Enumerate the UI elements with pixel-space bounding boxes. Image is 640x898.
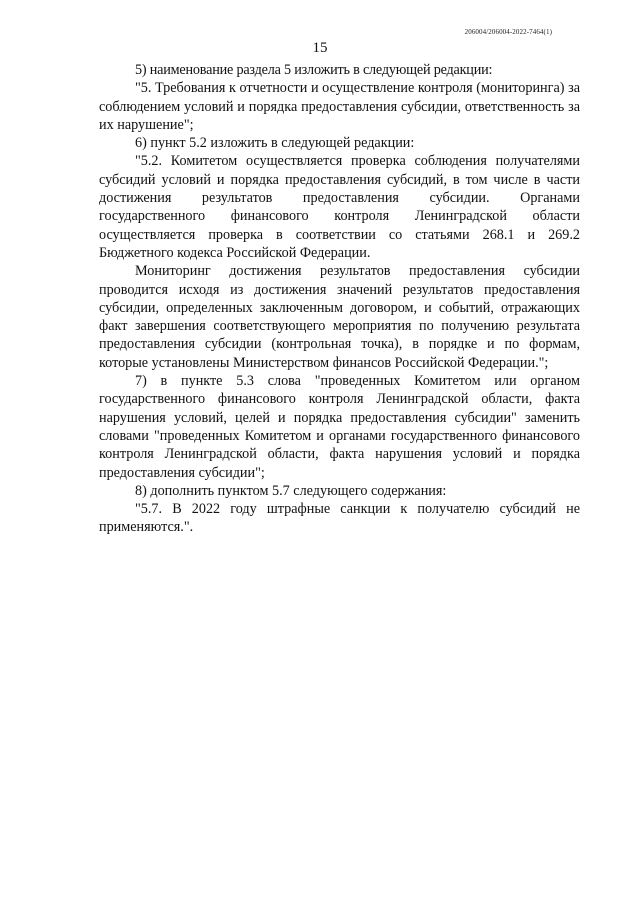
page-number: 15 — [312, 40, 328, 56]
paragraph-item-5-7: "5.7. В 2022 году штрафные санкции к получателю субсидий не применяются.". — [99, 501, 580, 536]
paragraph-monitoring: Мониторинг достижения результатов предоставления субсидии проводится исходя из достижения значений результатов предоставления субсидии, определенных заключенным договором, и событий, отражающих факт завершения соответствующего мероприятия по получению результата предоставления субсидии (контрольная точка), в порядке и по формам, которые установлены Министерством финансов Российской Федерации."; — [99, 263, 580, 371]
paragraph-item-8-instruction: 8) дополнить пунктом 5.7 следующего содержания: — [135, 482, 447, 499]
document-id: 206004/206004-2022-7464(1) — [464, 28, 552, 36]
paragraph-item-6-instruction: 6) пункт 5.2 изложить в следующей редакции: — [135, 135, 415, 152]
paragraph-item-7: 7) в пункте 5.3 слова "проведенных Комитетом или органом государственного финансового контроля Ленинградской области, факта нарушения условий, целей и порядка предоставления субсидии" заменить словами "проведенных Комитетом и органами государственного финансового контроля Ленинградской области, факта нарушения условий и порядка предоставления субсидии"; — [99, 373, 580, 481]
document-body — [99, 61, 580, 537]
paragraph-section-5-title: "5. Требования к отчетности и осуществление контроля (мониторинга) за соблюдением условий и порядка предоставления субсидии, ответственность за их нарушение"; — [99, 80, 580, 133]
paragraph-section-5-title-instruction: 5) наименование раздела 5 изложить в следующей редакции: — [135, 62, 493, 78]
paragraph-item-5-2: "5.2. Комитетом осуществляется проверка соблюдения получателями субсидий условий и порядка предоставления субсидий, в том числе в части достижения результатов предоставления субсидии. Органами государственного финансового контроля Ленинградской области осуществляется проверка в соответствии со статьями 268.1 и 269.2 Бюджетного кодекса Российской Федерации. — [99, 153, 580, 261]
